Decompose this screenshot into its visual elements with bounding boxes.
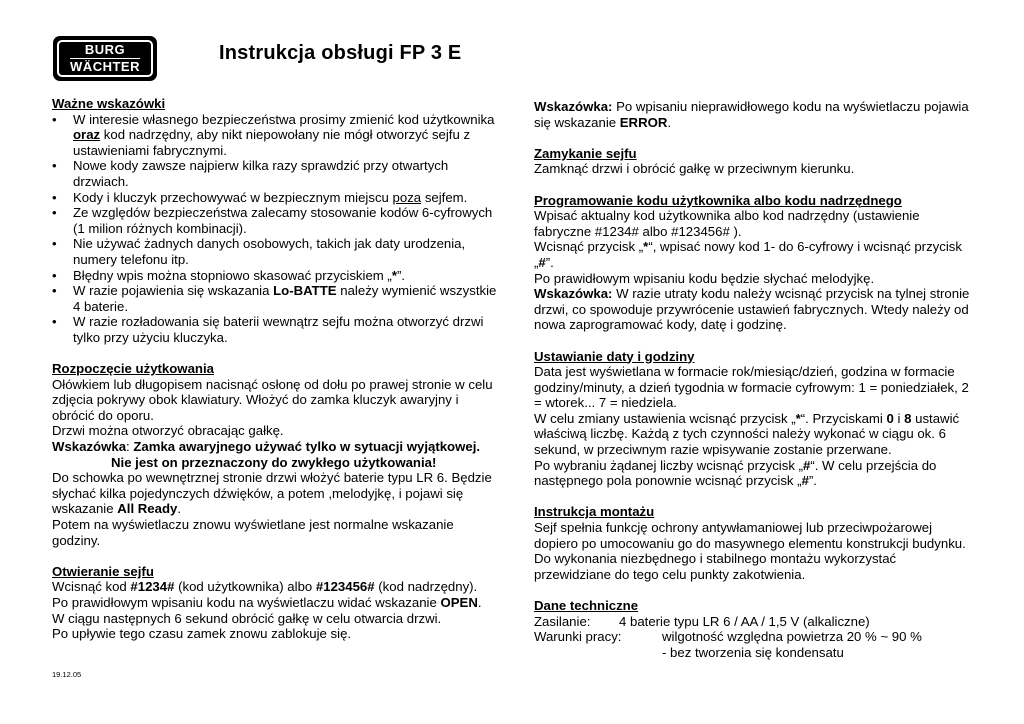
programming-paragraph: Wpisać aktualny kod użytkownika albo kod nadrzędny (ustawienie fabryczne #1234# albo #123456# ). <box>534 208 920 239</box>
hint-text: Zamka awaryjnego używać tylko w sytuacji wyjątkowej. <box>133 439 481 455</box>
datetime-paragraph <box>534 411 974 458</box>
start-hint-continued: Nie jest on przeznaczony do zwykłego użytkowania! <box>111 454 437 470</box>
paragraph-text: i <box>893 410 905 426</box>
programming-title: Programowanie kodu użytkownika albo kodu nadrzędnego <box>534 192 902 208</box>
master-code: #123456# <box>315 579 375 595</box>
start-paragraph: Drzwi można otworzyć obracając gałkę. <box>52 423 284 439</box>
paragraph-text: Po wybraniu żądanej liczby wcisnąć przycisk „ <box>534 457 803 473</box>
bullet-text: Kody i kluczyk przechowywać w bezpiecznym miejscu <box>73 189 393 205</box>
bullet-text: Ze względów bezpieczeństwa zalecamy stosowanie kodów 6-cyfrowych (1 milion różnych kombinacji). <box>73 205 493 236</box>
list-item <box>52 236 497 267</box>
key-star: * <box>643 239 649 255</box>
paragraph-text: . <box>177 501 182 517</box>
opening-paragraph: Po upływie tego czasu zamek znowu zablokuje się. <box>52 626 352 642</box>
important-notes-title: Ważne wskazówki <box>52 96 166 111</box>
list-item <box>52 158 497 189</box>
document-title: Instrukcja obsługi FP 3 E <box>219 42 462 64</box>
programming-hint <box>534 286 974 333</box>
datetime-paragraph: Data jest wyświetlana w formacie rok/miesiąc/dzień, godzina w formacie godziny/minuty, a dzień tygodnia w formacie cyfrowym: 1 = poniedziałek, 2 = wtorek... 7 = niedziela. <box>534 364 969 411</box>
list-item <box>52 268 497 284</box>
closing-paragraph: Zamknąć drzwi i obrócić gałkę w przeciwnym kierunku. <box>534 161 855 177</box>
programming-paragraph <box>534 239 974 270</box>
important-notes-list <box>52 112 497 346</box>
bullet-text: Nie używać żadnych danych osobowych, takich jak daty urodzenia, numery telefonu itp. <box>73 236 466 267</box>
paragraph-text: (kod nadrzędny). <box>374 579 478 595</box>
tech-data-title: Dane techniczne <box>534 598 639 613</box>
key-star: * <box>795 410 801 426</box>
paragraph-text: (kod użytkownika) albo <box>174 579 316 595</box>
start-hint <box>52 439 497 455</box>
key-eight: 8 <box>904 410 912 426</box>
opening-paragraph: W ciągu następnych 6 sekund obrócić gałkę w celu otwarcia drzwi. <box>52 610 442 626</box>
bullet-emphasis: Lo-BATTE <box>273 283 337 299</box>
bullet-emphasis: oraz <box>73 127 101 143</box>
bullet-text: W razie rozładowania się baterii wewnątrz sejfu można otworzyć drzwi tylko przy użyciu kluczyka. <box>73 314 484 345</box>
bullet-text: W razie pojawienia się wskazania <box>73 283 274 299</box>
bullet-text: Błędny wpis można stopniowo skasować przyciskiem „ <box>73 267 392 283</box>
list-item <box>52 190 497 206</box>
key-hash: # <box>538 254 546 270</box>
bullet-emphasis: poza <box>392 189 422 205</box>
error-hint <box>534 99 974 130</box>
mounting-paragraph: Sejf spełnia funkcję ochrony antywłamaniowej lub przeciwpożarowej dopiero po umocowaniu go do masywnego elementu konstrukcji budynku. Do wykonania niezbędnego i stabilnego montażu wykorzystać przewidziane do tego celu punkty zakotwienia. <box>534 520 966 582</box>
burg-waechter-logo <box>53 36 157 81</box>
tech-row-power <box>534 614 974 630</box>
power-label: Zasilanie: <box>534 613 591 629</box>
tech-row-conditions-2 <box>534 645 974 661</box>
user-code: #1234# <box>130 579 175 595</box>
closing-title: Zamykanie sejfu <box>534 145 637 161</box>
bullet-text: ”. <box>396 267 406 283</box>
paragraph-text: Wcisnąć przycisk „ <box>534 239 644 255</box>
bullet-text: W interesie własnego bezpieczeństwa prosimy zmienić kod użytkownika <box>73 111 495 127</box>
list-item <box>52 205 497 236</box>
datetime-paragraph <box>534 458 974 489</box>
conditions-value-2: - bez tworzenia się kondensatu <box>662 644 844 660</box>
conditions-value: wilgotność względna powietrza 20 % ~ 90 % <box>662 629 922 645</box>
paragraph-text: Po prawidłowym wpisaniu kodu na wyświetlaczu widać wskazanie <box>52 595 441 610</box>
bullet-emphasis: * <box>391 267 397 283</box>
paragraph-text: . <box>477 595 482 610</box>
paragraph-text: W celu zmiany ustawienia wcisnąć przycisk „ <box>534 410 796 426</box>
paragraph-text: Wcisnąć kod <box>52 579 131 595</box>
mounting-title: Instrukcja montażu <box>534 504 655 520</box>
bullet-text: kod nadrzędny, aby nikt niepowołany nie mógł otworzyć sejfu z ustawieniami fabrycznymi. <box>73 127 471 158</box>
paragraph-text: ”. <box>545 254 554 270</box>
datetime-title: Ustawianie daty i godziny <box>534 348 695 364</box>
hint-label: Wskazówka: <box>534 99 613 114</box>
logo-frame <box>57 40 153 77</box>
bullet-text: sejfem. <box>421 189 468 205</box>
bullet-text: należy wymienić wszystkie 4 baterie. <box>73 283 497 314</box>
paragraph-text: “. Przyciskami <box>800 410 887 426</box>
paragraph-emphasis: OPEN <box>440 595 478 610</box>
paragraph-text: “, wpisać nowy kod 1- do 6-cyfrowy i wcisnąć przycisk „ <box>534 239 962 270</box>
tech-row-conditions <box>534 629 974 645</box>
start-usage-title: Rozpoczęcie użytkowania <box>52 361 214 377</box>
start-paragraph <box>52 470 497 517</box>
opening-title: Otwieranie sejfu <box>52 563 154 579</box>
paragraph-text: ustawić właściwą liczbę. Każdą z tych czynności należy wykonać w ciągu ok. 6 sekund, w przeciwnym razie wpisywanie zostanie przerwane. <box>534 410 960 458</box>
hint-separator: : <box>126 439 134 455</box>
logo-text-burg: BURG <box>84 42 126 57</box>
logo-text-waechter: WÄCHTER <box>70 59 140 74</box>
power-value: 4 baterie typu LR 6 / AA / 1,5 V (alkaliczne) <box>619 613 870 629</box>
list-item <box>52 112 497 159</box>
bullet-text: Nowe kody zawsze najpierw kilka razy sprawdzić przy otwartych drzwiach. <box>73 158 449 189</box>
opening-paragraph <box>52 579 497 595</box>
conditions-label: Warunki pracy: <box>534 629 622 645</box>
right-column <box>534 99 974 660</box>
paragraph-emphasis: All Ready <box>117 501 178 517</box>
opening-paragraph <box>52 595 497 611</box>
hint-label: Wskazówka <box>52 439 127 455</box>
key-hash: # <box>802 457 811 473</box>
key-zero: 0 <box>886 410 894 426</box>
hint-text: W razie utraty kodu należy wcisnąć przycisk na tylnej stronie drzwi, co spowoduje przywrócenie ustawień fabrycznych. Wtedy należy od nowa zaprogramować kody, datę i godzinę. <box>534 286 970 333</box>
hint-emphasis: ERROR <box>619 114 668 130</box>
key-hash: # <box>801 473 809 489</box>
paragraph-text: Do schowka po wewnętrznej stronie drzwi włożyć baterie typu LR 6. Będzie słychać kilka pojedynczych dźwięków, a potem ,melodyjkę, i pojawi się wskazanie <box>52 470 492 517</box>
left-column <box>52 96 497 642</box>
paragraph-text: “. W celu przejścia do następnego pola ponownie wcisnąć przycisk „ <box>534 457 937 489</box>
hint-text: . <box>667 114 672 130</box>
start-paragraph: Ołówkiem lub długopisem nacisnąć osłonę od dołu po prawej stronie w celu zdjęcia pokrywy obok klawiatury. Włożyć do zamka kluczyk awaryjny i obrócić do oporu. <box>52 376 493 423</box>
hint-text: Po wpisaniu nieprawidłowego kodu na wyświetlaczu pojawia się wskazanie <box>534 99 969 130</box>
footer-date: 19.12.05 <box>52 670 82 679</box>
hint-label: Wskazówka: <box>534 286 613 302</box>
list-item <box>52 283 497 314</box>
paragraph-text: ”. <box>808 473 817 489</box>
programming-paragraph: Po prawidłowym wpisaniu kodu będzie słychać melodyjkę. <box>534 270 875 286</box>
start-paragraph: Potem na wyświetlaczu znowu wyświetlane jest normalne wskazanie godziny. <box>52 517 454 548</box>
list-item <box>52 314 497 345</box>
